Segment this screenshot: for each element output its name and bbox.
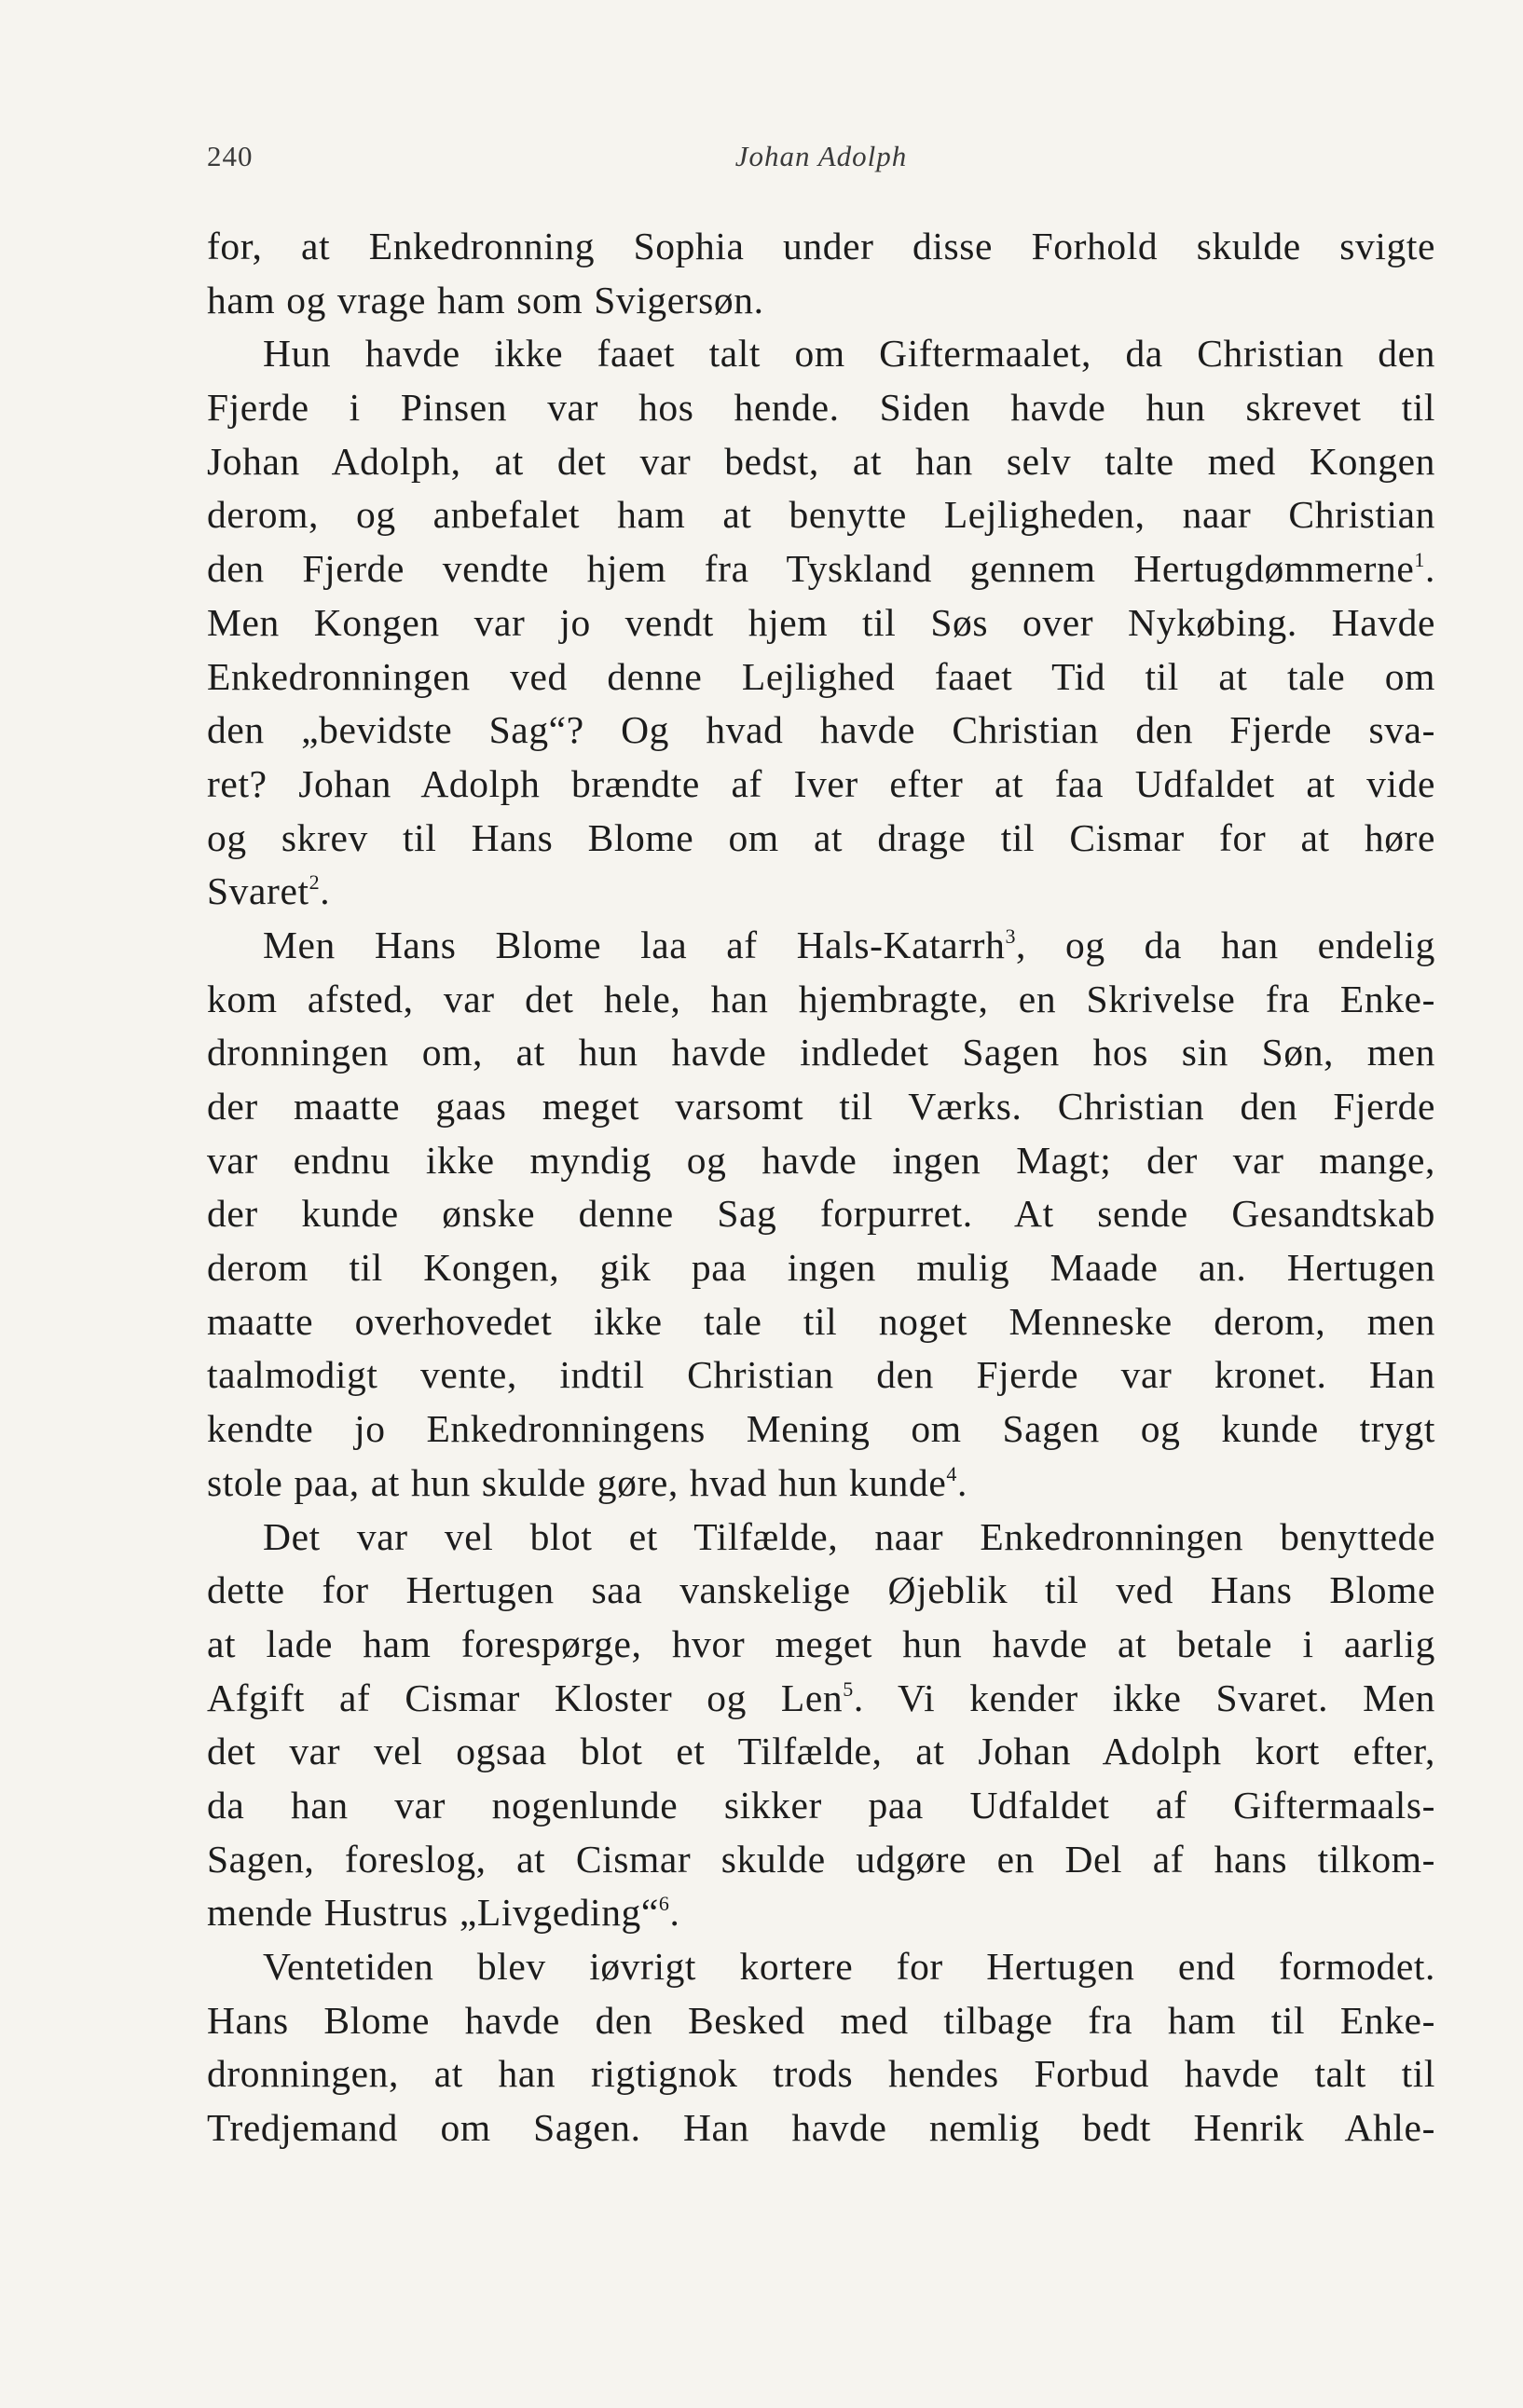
- line-text: dette for Hertugen saa vanskelige Øjeblik til ved Hans Blome: [207, 1568, 1435, 1612]
- text-line: [207, 1402, 1435, 1457]
- line-text: den Fjerde vendte hjem fra Tyskland gennem Hertugdømmerne: [207, 547, 1415, 591]
- footnote-marker: 5: [843, 1676, 854, 1701]
- text-line: [207, 2047, 1435, 2101]
- line-text: derom til Kongen, gik paa ingen mulig Maade an. Hertugen: [207, 1246, 1435, 1290]
- page-number: 240: [207, 140, 254, 172]
- line-text: dronningen, at han rigtignok trods hendes Forbud havde talt til: [207, 2052, 1435, 2096]
- line-text: for, at Enkedronning Sophia under disse Forhold skulde svigte: [207, 225, 1435, 267]
- text-line: [207, 2101, 1435, 2155]
- text-line: [207, 1348, 1435, 1402]
- line-text: Men Kongen var jo vendt hjem til Søs over Nykøbing. Havde: [207, 600, 1435, 644]
- text-line: [207, 1026, 1435, 1080]
- running-head: [207, 140, 1435, 177]
- text-line: [207, 1564, 1435, 1618]
- line-text: Enkedronningen ved denne Lejlighed faaet Tid til at tale om: [207, 654, 1435, 698]
- line-text: taalmodigt vente, indtil Christian den Fjerde var kronet. Han: [207, 1353, 1435, 1397]
- line-text: Sagen, foreslog, at Cismar skulde udgøre en Del af hans tilkom-: [207, 1837, 1435, 1881]
- line-text: Fjerde i Pinsen var hos hende. Siden havde hun skrevet til: [207, 386, 1435, 430]
- text-line: [207, 1080, 1435, 1134]
- text-line: [207, 973, 1435, 1027]
- line-text: Men Hans Blome laa af Hals-Katarrh: [263, 923, 1006, 966]
- text-line: [207, 812, 1435, 866]
- text-line: [207, 1672, 1435, 1726]
- text-line: [207, 1886, 1435, 1940]
- line-text: ret? Johan Adolph brændte af Iver efter at faa Udfaldet at vide: [207, 761, 1435, 805]
- footnote-marker: 4: [946, 1461, 957, 1485]
- line-text: Det var vel blot et Tilfælde, naar Enkedronningen benyttede: [263, 1514, 1435, 1558]
- text-line: [207, 542, 1435, 596]
- text-line: [207, 650, 1435, 705]
- line-text: ham og vrage ham som Svigersøn.: [207, 278, 764, 322]
- text-line: [207, 1779, 1435, 1833]
- line-text: Hun havde ikke faaet talt om Giftermaalet, da Christian den: [263, 332, 1435, 376]
- line-text: Svaret: [207, 869, 309, 913]
- footnote-marker: 3: [1005, 924, 1017, 948]
- body-text: [207, 220, 1435, 2155]
- line-text-continued: .: [320, 869, 331, 913]
- line-text: at lade ham forespørge, hvor meget hun havde at betale i aarlig: [207, 1621, 1435, 1665]
- line-text: der kunde ønske denne Sag forpurret. At sende Gesandtskab: [207, 1192, 1435, 1236]
- text-line: [207, 865, 1435, 919]
- text-line: [207, 220, 1435, 274]
- footnote-marker: 1: [1414, 548, 1426, 572]
- line-text: Afgift af Cismar Kloster og Len: [207, 1676, 844, 1719]
- text-line: [207, 1511, 1435, 1565]
- text-line: [207, 1833, 1435, 1887]
- text-line: [207, 1457, 1435, 1511]
- text-line: [207, 919, 1435, 973]
- text-line: [207, 1241, 1435, 1295]
- line-text: den „bevidste Sag“? Og hvad havde Christian den Fjerde sva-: [207, 708, 1435, 752]
- text-line: [207, 274, 1435, 328]
- line-text: der maatte gaas meget varsomt til Værks. Christian den Fjerde: [207, 1085, 1435, 1128]
- line-text: kendte jo Enkedronningens Mening om Sagen og kunde trygt: [207, 1407, 1435, 1451]
- text-line: [207, 435, 1435, 489]
- text-line: [207, 758, 1435, 812]
- text-line: [207, 704, 1435, 758]
- line-text-continued: .: [669, 1891, 680, 1935]
- line-text-continued: , og da han endelig: [1016, 923, 1435, 966]
- footnote-marker: 6: [658, 1892, 670, 1916]
- text-line: [207, 327, 1435, 381]
- running-title: Johan Adolph: [734, 140, 908, 172]
- text-line: [207, 1187, 1435, 1241]
- text-line: [207, 1940, 1435, 1994]
- text-line: [207, 1295, 1435, 1349]
- line-text: dronningen om, at hun havde indledet Sagen hos sin Søn, men: [207, 1031, 1435, 1074]
- line-text: kom afsted, var det hele, han hjembragte, en Skrivelse fra Enke-: [207, 977, 1435, 1020]
- text-line: [207, 381, 1435, 435]
- footnote-marker: 2: [309, 870, 321, 895]
- line-text: Ventetiden blev iøvrigt kortere for Hertugen end formodet.: [263, 1945, 1435, 1988]
- line-text: var endnu ikke myndig og havde ingen Magt; der var mange,: [207, 1138, 1435, 1182]
- text-line: [207, 1134, 1435, 1188]
- text-line: [207, 1994, 1435, 2048]
- line-text-continued: .: [1425, 547, 1435, 591]
- line-text: da han var nogenlunde sikker paa Udfaldet af Giftermaals-: [207, 1783, 1435, 1827]
- text-line: [207, 1618, 1435, 1672]
- line-text: og skrev til Hans Blome om at drage til Cismar for at høre: [207, 815, 1435, 859]
- line-text: Johan Adolph, at det var bedst, at han selv talte med Kongen: [207, 439, 1435, 483]
- line-text-continued: .: [956, 1460, 967, 1504]
- line-text: maatte overhovedet ikke tale til noget Menneske derom, men: [207, 1299, 1435, 1343]
- text-line: [207, 596, 1435, 650]
- line-text: stole paa, at hun skulde gøre, hvad hun kunde: [207, 1460, 947, 1504]
- text-line: [207, 1725, 1435, 1779]
- line-text: Tredjemand om Sagen. Han havde nemlig bedt Henrik Ahle-: [207, 2106, 1435, 2150]
- line-text-continued: . Vi kender ikke Svaret. Men: [853, 1676, 1435, 1719]
- line-text: mende Hustrus „Livgeding“: [207, 1891, 659, 1935]
- line-text: Hans Blome havde den Besked med tilbage fra ham til Enke-: [207, 1998, 1435, 2042]
- text-line: [207, 488, 1435, 542]
- line-text: derom, og anbefalet ham at benytte Lejligheden, naar Christian: [207, 493, 1435, 537]
- line-text: det var vel ogsaa blot et Tilfælde, at Johan Adolph kort efter,: [207, 1730, 1435, 1773]
